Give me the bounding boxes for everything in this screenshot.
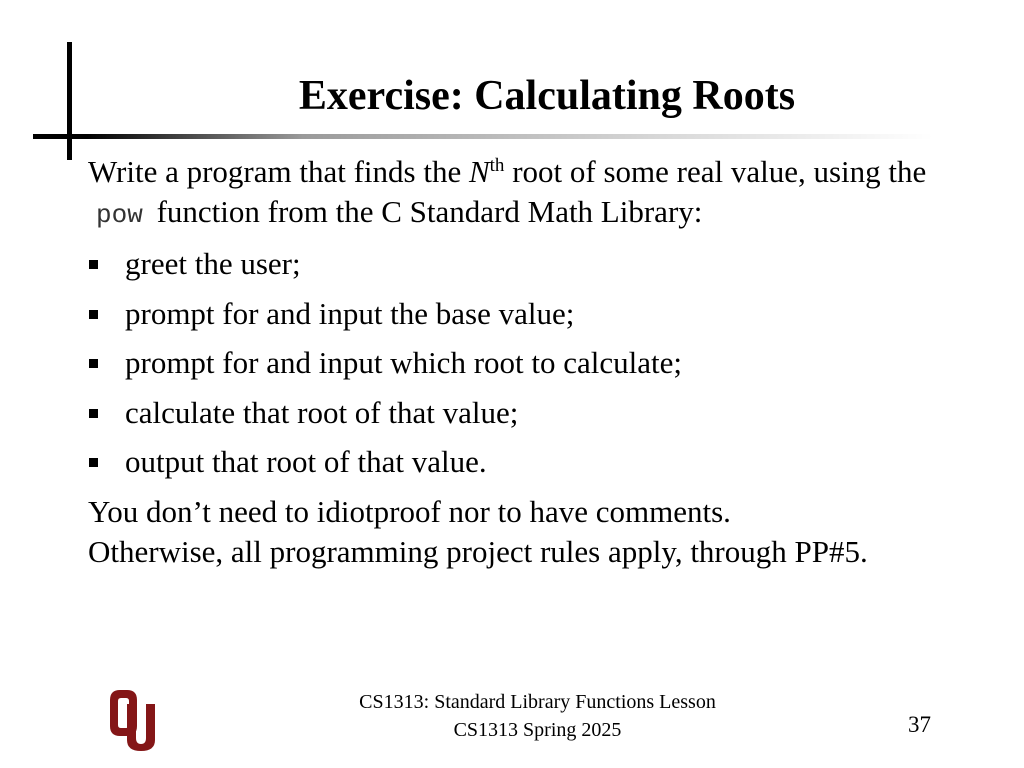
bullet-item [88, 442, 988, 492]
bullet-text: greet the user; [125, 246, 301, 281]
square-bullet-icon [89, 458, 98, 467]
intro-text-1: Write a program that finds the [88, 154, 469, 189]
footer-line-2: CS1313 Spring 2025 [453, 719, 622, 741]
slide-footer [0, 688, 1024, 744]
bullet-list [88, 244, 988, 492]
intro-text-3: function from the C Standard Math Library: [148, 194, 703, 229]
footer-line-1: CS1313: Standard Library Functions Lesson [359, 691, 716, 713]
bullet-text: prompt for and input the base value; [125, 295, 575, 331]
closing-line-1: You don’t need to idiotproof nor to have comments. [88, 493, 731, 529]
page-number: 37 [908, 712, 931, 737]
square-bullet-icon [89, 260, 98, 269]
intro-paragraph [88, 152, 988, 235]
square-bullet-icon [89, 359, 98, 368]
bullet-item [88, 294, 988, 344]
bullet-item [88, 244, 988, 294]
intro-text-2: root of some real value, using the [504, 154, 927, 189]
slide-title: Exercise: Calculating Roots [298, 73, 796, 119]
bullet-text: output that root of that value. [125, 444, 487, 479]
slide-body [88, 152, 988, 572]
closing-line-2: Otherwise, all programming project rules apply, through PP#5. [88, 533, 868, 569]
superscript-th: th [489, 155, 505, 176]
square-bullet-icon [89, 310, 98, 319]
bullet-item [88, 343, 988, 393]
variable-n: N [468, 154, 490, 189]
bullet-item [88, 393, 988, 443]
bullet-text: prompt for and input which root to calculate; [125, 345, 682, 380]
bullet-text: calculate that root of that value; [125, 394, 519, 430]
pow-code: pow [96, 200, 143, 230]
decorative-horizontal-line [33, 134, 933, 139]
square-bullet-icon [89, 409, 98, 418]
